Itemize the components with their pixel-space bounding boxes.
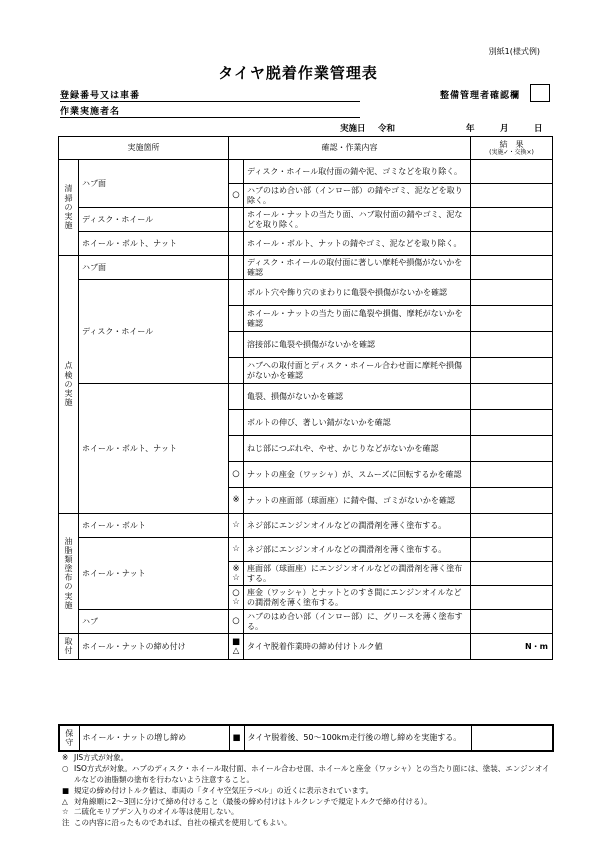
result-cell[interactable] bbox=[471, 160, 553, 184]
registration-label: 登録番号又は車番 bbox=[60, 91, 141, 101]
content-cell: ネジ部にエンジンオイルなどの潤滑剤を薄く塗布する。 bbox=[244, 514, 471, 538]
content-cell: 座金（ワッシャ）とナットとのすき間にエンジンオイルなどの潤滑剤を薄く塗布する。 bbox=[244, 586, 471, 610]
content-cell: ナットの座面部（球面座）に錆や傷、ゴミがないかを確認 bbox=[244, 488, 471, 514]
place-cell: ホイール・ボルト、ナット bbox=[79, 232, 229, 256]
mark-cell bbox=[229, 358, 244, 384]
table-row bbox=[59, 538, 553, 562]
content-cell: ホイール・ボルト、ナットの錆やゴミ、泥などを取り除く。 bbox=[244, 232, 471, 256]
place-cell: ホイール・ナット bbox=[79, 538, 229, 610]
group-cleaning: 清掃の実施 bbox=[59, 160, 79, 256]
mark-cell bbox=[229, 256, 244, 280]
place-cell: ハブ面 bbox=[79, 160, 229, 208]
content-cell: 溶接部に亀裂や損傷がないかを確認 bbox=[244, 332, 471, 358]
content-cell: ボルト穴や飾り穴のまわりに亀裂や損傷がないかを確認 bbox=[244, 280, 471, 306]
manager-check-label: 整備管理者確認欄 bbox=[440, 91, 521, 101]
group-maintain: 保守 bbox=[59, 725, 79, 751]
content-cell: ナットの座金（ワッシャ）が、スムーズに回転するかを確認 bbox=[244, 462, 471, 488]
content-cell: 座面部（球面座）にエンジンオイルなどの潤滑剤を薄く塗布する。 bbox=[244, 562, 471, 586]
result-cell[interactable] bbox=[471, 280, 553, 306]
table-row bbox=[59, 384, 553, 410]
mark-cell bbox=[229, 306, 244, 332]
table-row bbox=[59, 208, 553, 232]
mark-cell bbox=[229, 436, 244, 462]
mark-cell bbox=[229, 384, 244, 410]
col-place: 実施箇所 bbox=[59, 137, 229, 160]
place-cell: ディスク・ホイール bbox=[79, 280, 229, 384]
mark-cell: ○ bbox=[229, 610, 244, 634]
mark-cell bbox=[229, 410, 244, 436]
table-row bbox=[59, 256, 553, 280]
table-row bbox=[59, 232, 553, 256]
result-cell[interactable] bbox=[471, 462, 553, 488]
content-cell: ホイール・ナットの当たり面、ハブ取付面の錆やゴミ、泥などを取り除く。 bbox=[244, 208, 471, 232]
mark-cell bbox=[229, 332, 244, 358]
result-cell[interactable] bbox=[471, 538, 553, 562]
table-header-row bbox=[59, 137, 553, 160]
worker-name-field[interactable] bbox=[60, 104, 360, 118]
content-cell: ハブのはめ合い部（インロー部）に、グリースを薄く塗布する。 bbox=[244, 610, 471, 634]
result-cell[interactable] bbox=[471, 208, 553, 232]
col-content: 確認・作業内容 bbox=[229, 137, 471, 160]
mark-cell: ○ bbox=[229, 184, 244, 208]
notes-section bbox=[62, 753, 552, 829]
result-cell[interactable] bbox=[471, 184, 553, 208]
table-row bbox=[59, 514, 553, 538]
result-cell[interactable] bbox=[471, 256, 553, 280]
result-cell[interactable] bbox=[471, 562, 553, 586]
place-cell: ホイール・ボルト、ナット bbox=[79, 384, 229, 514]
place-cell: ハブ面 bbox=[79, 256, 229, 280]
group-tighten: 取付 bbox=[59, 634, 79, 660]
result-cell[interactable] bbox=[471, 358, 553, 384]
group-lubrication: 油脂類塗布の実施 bbox=[59, 514, 79, 634]
work-table bbox=[58, 136, 553, 660]
date-era: 令和 bbox=[378, 124, 396, 134]
result-cell[interactable] bbox=[471, 436, 553, 462]
note-item: ○ ISO方式が対象。ハブのディスク・ホイール取付面、ホイール合わせ面、ホイールと座金（ワッシャ）との当たり面には、塗装、エンジンオイルなどの油脂類の塗布を行わないよう注意すること。 bbox=[62, 763, 550, 784]
result-cell[interactable] bbox=[471, 725, 553, 751]
content-cell: ボルトの伸び、著しい錆がないかを確認 bbox=[244, 410, 471, 436]
result-cell[interactable] bbox=[471, 610, 553, 634]
mark-cell bbox=[229, 208, 244, 232]
content-cell: ディスク・ホイールの取付面に著しい摩耗や損傷がないかを確認 bbox=[244, 256, 471, 280]
note-item: ☆ 二硫化モリブデン入りのオイル等は使用しない。 bbox=[62, 807, 239, 817]
mark-cell bbox=[229, 160, 244, 184]
mark-cell: ○ bbox=[229, 462, 244, 488]
note-item: ※ JIS方式が対象。 bbox=[62, 753, 129, 762]
result-cell[interactable] bbox=[471, 488, 553, 514]
table-row bbox=[59, 634, 553, 660]
result-cell[interactable] bbox=[471, 306, 553, 332]
date-month: 月 bbox=[500, 124, 509, 134]
date-year: 年 bbox=[466, 124, 475, 134]
maintenance-table bbox=[58, 724, 554, 752]
note-item: ■ 規定の締め付けトルク値は、車両の「タイヤ空気圧ラベル」の近くに表示されています。 bbox=[62, 785, 374, 795]
table-row bbox=[59, 725, 553, 751]
mark-cell bbox=[229, 280, 244, 306]
group-inspection: 点検の実施 bbox=[59, 256, 79, 514]
place-cell: ホイール・ナットの増し締め bbox=[79, 725, 229, 751]
mark-cell: ■ △ bbox=[229, 634, 244, 660]
place-cell: ホイール・ナットの締め付け bbox=[79, 634, 229, 660]
note-item: 注 この内容に沿ったものであれば、自社の様式を使用してもよい。 bbox=[62, 818, 292, 828]
table-row bbox=[59, 610, 553, 634]
mark-cell: ※ ☆ bbox=[229, 562, 244, 586]
content-cell: タイヤ脱着後、50～100km走行後の増し締めを実施する。 bbox=[244, 725, 471, 751]
mark-cell: ※ bbox=[229, 488, 244, 514]
result-cell[interactable] bbox=[471, 332, 553, 358]
manager-check-box[interactable] bbox=[530, 84, 550, 102]
result-cell[interactable] bbox=[471, 410, 553, 436]
table-row bbox=[59, 160, 553, 184]
annex-label: 別紙1(様式例) bbox=[488, 47, 540, 56]
place-cell: ディスク・ホイール bbox=[79, 208, 229, 232]
note-item: △ 対角線順に2～3回に分けて締め付けること（最後の締め付けはトルクレンチで規定トルクで締め付ける）。 bbox=[62, 796, 432, 806]
content-cell: ハブへの取付面とディスク・ホイール合わせ面に摩耗や損傷がないかを確認 bbox=[244, 358, 471, 384]
place-cell: ハブ bbox=[79, 610, 229, 634]
worker-name-label: 作業実施者名 bbox=[60, 107, 121, 117]
result-cell[interactable] bbox=[471, 514, 553, 538]
content-cell: ハブのはめ合い部（インロー部）の錆やゴミ、泥などを取り除く。 bbox=[244, 184, 471, 208]
content-cell: タイヤ脱着作業時の締め付けトルク値 bbox=[244, 634, 471, 660]
content-cell: ホイール・ナットの当たり面に亀裂や損傷、摩耗がないかを確認 bbox=[244, 306, 471, 332]
content-cell: ネジ部にエンジンオイルなどの潤滑剤を薄く塗布する。 bbox=[244, 538, 471, 562]
date-label: 実施日 bbox=[340, 124, 366, 134]
mark-cell: ■ bbox=[229, 725, 244, 751]
content-cell: ディスク・ホイール取付面の錆や泥、ゴミなどを取り除く。 bbox=[244, 160, 471, 184]
result-cell[interactable] bbox=[471, 586, 553, 610]
mark-cell bbox=[229, 232, 244, 256]
mark-cell: ☆ bbox=[229, 514, 244, 538]
result-cell[interactable] bbox=[471, 232, 553, 256]
registration-field[interactable] bbox=[60, 88, 360, 102]
page-title: タイヤ脱着作業管理表 bbox=[218, 64, 378, 82]
table-row bbox=[59, 280, 553, 306]
mark-cell: ○ ☆ bbox=[229, 586, 244, 610]
result-cell[interactable] bbox=[471, 384, 553, 410]
date-day: 日 bbox=[534, 124, 543, 134]
content-cell: ねじ部につぶれや、やせ、かじりなどがないかを確認 bbox=[244, 436, 471, 462]
content-cell: 亀裂、損傷がないかを確認 bbox=[244, 384, 471, 410]
col-result: 結 果 (実施✓・交換×) bbox=[471, 137, 553, 160]
place-cell: ホイール・ボルト bbox=[79, 514, 229, 538]
torque-result-cell[interactable]: N・m bbox=[471, 634, 553, 660]
mark-cell: ☆ bbox=[229, 538, 244, 562]
